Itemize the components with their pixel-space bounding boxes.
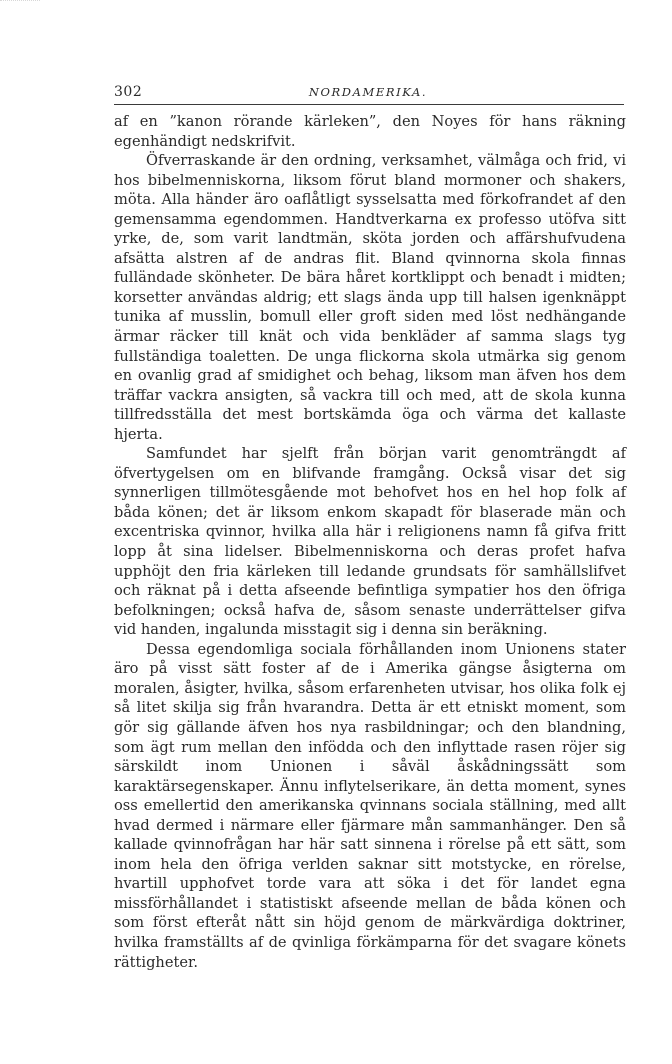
paragraph: Dessa egendomliga sociala förhållanden inom Unionens stater äro på visst sätt foster af de i Amerika gängse åsigterna om moralen, åsigter, hvilka, såsom erfarenheten utvisar, hos olika folk ej så litet skilja sig från hvarandra. Detta är ett etniskt moment, som gör sig gällande äfven hos nya rasbildningar; och den blandning, som ägt rum mellan den infödda och den inflyttade rasen röjer sig särskildt inom Unionen i såväl åskådningssätt som karaktärsegenskaper. Ännu inflytelserikare, än detta moment, synes oss emellertid den amerikanska qvinnans sociala ställning, med allt hvad dermed i närmare eller fjärmare mån sammanhänger. Den så kallade qvinnofrågan har här satt sinnena i rörelse på ett sätt, som inom hela den öfriga verlden saknar sitt motstycke, en rörelse, hvartill upphofvet torde vara att söka i det för landet egna missförhållandet i statistiskt afseende mellan de båda könen och som först efteråt nått sin höjd genom de märkvärdiga doktriner, hvilka framställts af de qvinliga förkämparna för det svagare könets rättigheter. — [114, 640, 626, 971]
corner-mark — [0, 0, 40, 5]
page-header — [114, 84, 622, 106]
paragraph: af en ”kanon rörande kärleken”, den Noyes för hans räkning egenhändigt nedskrifvit. — [114, 113, 626, 150]
running-head: NORDAMERIKA. — [308, 85, 428, 99]
paragraph: Öfverraskande är den ordning, verksamhet, välmåga och frid, vi hos bibelmenniskorna, liksom förut bland mormoner och shakers, möta. Alla händer äro oaflåtligt sysselsatta med förkofrandet af den gemensamma egendommen. Handtverkarna ex professo utöfva sitt yrke, de, som varit landtmän, sköta jorden och affärshufvudena afsätta alstren af de andras flit. Bland qvinnorna skola finnas fulländade skönheter. De bära håret kortklippt och benadt i midten; korsetter användas aldrig; ett slags ända upp till halsen igenknäppt tunika af musslin, bomull eller groft siden med löst nedhängande ärmar räcker till knät och vida benkläder af samma slags tyg fullständiga toaletten. De unga flickorna skola utmärka sig genom en ovanlig grad af smidighet och behag, liksom man äfven hos dem träffar vackra ansigten, så vackra till och med, att de skola kunna tillfredsställa det mest bortskämda öga och värma det kallaste hjerta. — [114, 152, 626, 443]
header-rule — [114, 104, 624, 105]
body-text — [114, 112, 626, 972]
paragraph: Samfundet har sjelft från början varit genomträngdt af öfvertygelsen om en blifvande framgång. Också visar det sig synnerligen tillmötesgående mot behofvet hos en hel hop folk af båda könen; det är liksom enkom skapadt för blaserade män och excentriska qvinnor, hvilka alla här i religionens namn få gifva fritt lopp åt sina lidelser. Bibelmenniskorna och deras profet hafva upphöjt den fria kärleken till ledande grundsats för samhällslifvet och räknat på i detta afseende befintliga sympatier hos den öfriga befolkningen; också hafva de, såsom senaste underrättelser gifva vid handen, ingalunda misstagit sig i denna sin beräkning. — [114, 445, 626, 639]
page-number: 302 — [114, 84, 143, 100]
